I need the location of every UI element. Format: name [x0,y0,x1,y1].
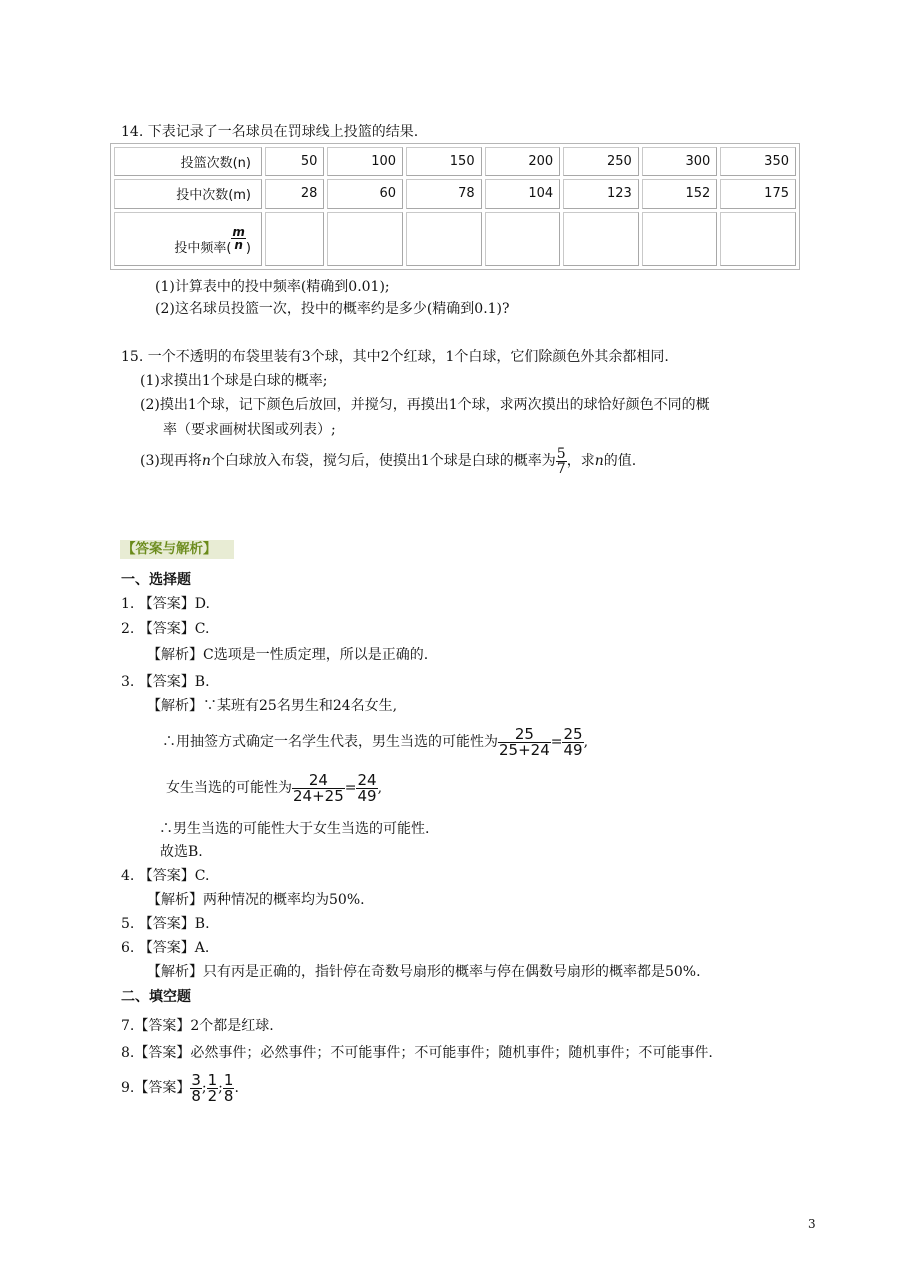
answer-2: 2. 【答案】C. [121,621,210,637]
row-label-hits: 投中次数(m) [114,179,262,208]
answer-5: 5. 【答案】B. [121,916,210,932]
answer-7: 7.【答案】2个都是红球. [121,1018,274,1034]
q15-sub2-cont: 率（要求画树状图或列表）; [163,422,336,438]
m-over-n-fraction: $\frac{m}{n}$ [232,225,245,252]
answer-3-line1: ∴用抽签方式确定一名学生代表，男生当选的可能性为 $\frac{25}{25+24}$ = $\frac{25}{49}$ , [162,724,589,759]
fraction: $\frac{24}{49}$ [357,770,377,805]
table-row [114,147,796,176]
table-cell [406,212,482,267]
fraction: $\frac{1}{8}$ [223,1070,234,1105]
answer-8: 8.【答案】必然事件；必然事件；不可能事件；不可能事件；随机事件；随机事件；不可能事件. [121,1045,713,1061]
table-cell: 150 [406,147,482,176]
answer-3: 3. 【答案】B. [121,674,210,690]
table-cell [642,212,718,267]
section-choice: 一、选择题 [121,572,191,588]
q15-sub2: (2)摸出1个球，记下颜色后放回，并搅匀，再摸出1个球，求两次摸出的球恰好颜色不同的概 [140,397,710,413]
table-cell: 200 [485,147,561,176]
answer-3-line3: ∴男生当选的可能性大于女生当选的可能性. [159,821,430,837]
frequency-label: 投中频率( [174,241,232,256]
table-cell: 350 [720,147,796,176]
row-label-shots: 投篮次数(n) [114,147,262,176]
table-row [114,212,796,267]
table-cell [720,212,796,267]
answer-badge: 【答案与解析】 [120,540,234,559]
table-row [114,179,796,208]
answer-6-explanation: 【解析】只有丙是正确的，指针停在奇数号扇形的概率与停在偶数号扇形的概率都是50%. [147,964,701,980]
answer-9: 9.【答案】 $\frac{3}{8}$ ; $\frac{1}{2}$ ; $\frac{1}{8}$ . [121,1070,239,1105]
fraction: $\frac{25}{25+24}$ [499,724,550,759]
table-cell: 250 [563,147,639,176]
table-cell: 100 [327,147,403,176]
table-cell [563,212,639,267]
table-cell: 60 [327,179,403,208]
fraction: $\frac{3}{8}$ [191,1070,201,1105]
five-sevenths-fraction: $\frac{5}{7}$ [556,445,566,477]
table-cell: 300 [642,147,718,176]
table-cell: 28 [265,179,324,208]
table-cell [327,212,403,267]
q15-title: 15. 一个不透明的布袋里装有3个球，其中2个红球，1个白球，它们除颜色外其余都相同. [121,349,669,365]
table-cell: 78 [406,179,482,208]
table-cell [265,212,324,267]
frequency-table [110,143,800,270]
page-number: 3 [808,1217,816,1231]
answer-2-explanation: 【解析】C选项是一性质定理，所以是正确的. [147,647,429,663]
answer-4-explanation: 【解析】两种情况的概率均为50%. [147,892,365,908]
answer-3-line2: 女生当选的可能性为 $\frac{24}{24+25}$ = $\frac{24}{49}$ , [166,770,383,805]
fraction: $\frac{1}{2}$ [207,1070,218,1105]
table-cell [485,212,561,267]
table-cell: 152 [642,179,718,208]
table-cell: 50 [265,147,324,176]
fraction: $\frac{25}{49}$ [563,724,583,759]
answer-3-explanation: 【解析】∵某班有25名男生和24名女生, [147,698,398,714]
q15-sub3: (3)现再将n个白球放入布袋，搅匀后，使摸出1个球是白球的概率为 $\frac{5}{7}$ ，求n的值. [140,445,637,477]
answer-6: 6. 【答案】A. [121,940,210,956]
row-label-frequency: 投中频率( $\frac{m}{n}$ ) [114,212,262,267]
table-cell: 175 [720,179,796,208]
q14-title: 14. 下表记录了一名球员在罚球线上投篮的结果. [121,124,419,140]
answer-4: 4. 【答案】C. [121,868,210,884]
answer-3-line4: 故选B. [160,844,203,860]
q14-sub2: (2)这名球员投篮一次，投中的概率约是多少(精确到0.1)? [155,301,510,317]
fraction: $\frac{24}{24+25}$ [293,770,344,805]
table-cell: 104 [485,179,561,208]
answer-1: 1. 【答案】D. [121,596,210,612]
q14-sub1: (1)计算表中的投中频率(精确到0.01); [155,279,390,295]
section-fill-in: 二、填空题 [121,989,191,1005]
table-cell: 123 [563,179,639,208]
q15-sub1: (1)求摸出1个球是白球的概率; [140,373,328,389]
